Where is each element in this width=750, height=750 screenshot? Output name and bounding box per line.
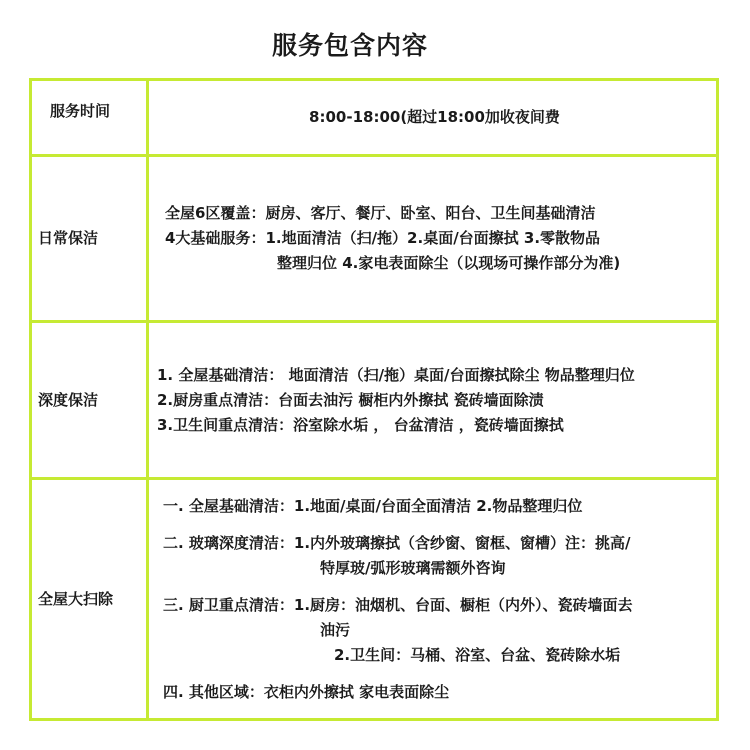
deep-line: 3.卫生间重点清洁：浴室除水垢 ， 台盆清洁 ，瓷砖墙面擦拭 [157, 415, 564, 434]
daily-line: 整理归位 4.家电表面除尘（以现场可操作部分为准) [277, 254, 621, 272]
row-label-big-clean: 全屋大扫除 [31, 479, 148, 720]
table-row-deep [31, 322, 718, 479]
row-label-service-time: 服务时间 [31, 80, 148, 156]
big-clean-line: 一. 全屋基础清洁：1.地面/桌面/台面全面清洁 2.物品整理归位 [163, 496, 583, 515]
table-row-daily [31, 156, 718, 322]
big-clean-line: 2.卫生间：马桶、浴室、台盆、瓷砖除水垢 [334, 645, 621, 664]
big-clean-line: 特厚玻/弧形玻璃需额外咨询 [320, 558, 506, 577]
page-title: 服务包含内容 [271, 31, 428, 60]
row-label-deep: 深度保洁 [31, 322, 148, 479]
big-clean-line: 四. 其他区域：衣柜内外擦拭 家电表面除尘 [163, 682, 450, 701]
row-content-big-clean [148, 479, 718, 720]
big-clean-line: 三. 厨卫重点清洁：1.厨房：油烟机、台面、橱柜（内外）、瓷砖墙面去 [163, 595, 633, 614]
big-clean-line: 油污 [320, 620, 351, 639]
row-content-service-time [148, 80, 718, 156]
daily-line: 全屋6区覆盖：厨房、客厅、餐厅、卧室、阳台、卫生间基础清洁 [165, 204, 596, 222]
row-content-daily [148, 156, 718, 322]
daily-line: 4大基础服务：1.地面清洁（扫/拖）2.桌面/台面擦拭 3.零散物品 [165, 229, 601, 247]
table-row-service-time [31, 80, 718, 156]
deep-line: 1. 全屋基础清洁： 地面清洁（扫/拖）桌面/台面擦拭除尘 物品整理归位 [157, 365, 635, 384]
table-row-big-clean [31, 479, 718, 720]
deep-line: 2.厨房重点清洁：台面去油污 橱柜内外擦拭 瓷砖墙面除渍 [157, 390, 544, 409]
big-clean-line: 二. 玻璃深度清洁：1.内外玻璃擦拭（含纱窗、窗框、窗槽）注：挑高/ [163, 533, 631, 552]
row-label-daily: 日常保洁 [31, 156, 148, 322]
service-content-table [29, 78, 719, 721]
service-time-text: 8:00-18:00(超过18:00加收夜间费 [309, 108, 560, 126]
row-content-deep [148, 322, 718, 479]
